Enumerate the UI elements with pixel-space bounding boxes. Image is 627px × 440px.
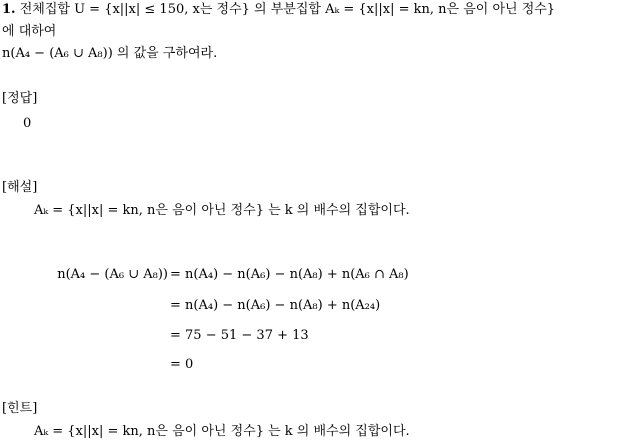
problem-statement-1: 전체집합 U = {x||x| ≤ 150, x는 정수} 의 부분집합 Aₖ = {x||x| = kn, n은 음이 아닌 정수} bbox=[19, 2, 556, 17]
problem-line-2: 에 대하여 bbox=[2, 24, 57, 39]
equation-lhs: n(A₄ − (A₆ ∪ A₈)) bbox=[57, 267, 168, 282]
equation-row-4: = 0 bbox=[170, 357, 194, 372]
answer-value: 0 bbox=[23, 116, 32, 131]
problem-number: 1. bbox=[2, 2, 16, 17]
equation-row-3: = 75 − 51 − 37 + 13 bbox=[170, 328, 309, 343]
solution-text: Aₖ = {x||x| = kn, n은 음이 아닌 정수} 는 k 의 배수의 집합이다. bbox=[34, 203, 410, 218]
problem-line-1 bbox=[2, 2, 555, 18]
equation-row-2: = n(A₄) − n(A₆) − n(A₈) + n(A₂₄) bbox=[170, 298, 381, 313]
answer-heading: [정답] bbox=[2, 91, 38, 106]
problem-line-3: n(A₄ − (A₆ ∪ A₈)) 의 값을 구하여라. bbox=[2, 46, 218, 61]
equation-row-1: = n(A₄) − n(A₆) − n(A₈) + n(A₆ ∩ A₈) bbox=[170, 267, 409, 282]
hint-heading: [힌트] bbox=[2, 401, 38, 416]
hint-text: Aₖ = {x||x| = kn, n은 음이 아닌 정수} 는 k 의 배수의 집합이다. bbox=[34, 424, 410, 439]
solution-heading: [해설] bbox=[2, 180, 38, 195]
